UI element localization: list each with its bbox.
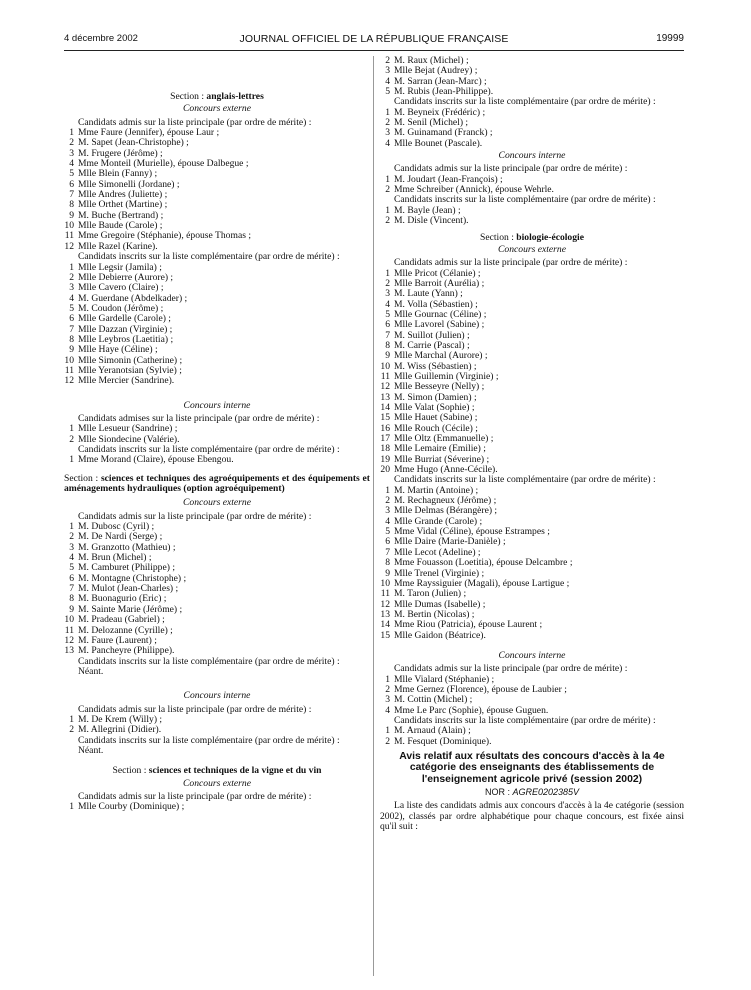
candidate-name: M. De Krem (Willy) ; xyxy=(78,713,163,725)
candidate-item xyxy=(64,376,370,386)
candidate-name: Mlle Dumas (Isabelle) ; xyxy=(394,598,486,610)
candidate-name: Mlle Rouch (Cécile) ; xyxy=(394,422,478,434)
rank-number: 17 xyxy=(380,433,390,445)
candidate-name: Mlle Courby (Dominique) ; xyxy=(78,801,185,813)
candidate-name: M. Rechagneux (Jérôme) ; xyxy=(394,495,497,507)
candidate-name: M. Bayle (Jean) ; xyxy=(394,204,461,216)
section-heading: Section : anglais-lettres xyxy=(170,91,264,102)
candidate-name: M. Dubosc (Cyril) ; xyxy=(78,521,155,533)
candidate-name: M. Sapet (Jean-Christophe) ; xyxy=(78,137,189,149)
candidate-item xyxy=(380,631,684,641)
candidate-name: M. Mulot (Jean-Charles) ; xyxy=(78,583,179,595)
rank-number: 3 xyxy=(69,147,74,159)
rank-number: 19 xyxy=(380,453,390,465)
candidate-name: Mlle Valat (Sophie) ; xyxy=(394,402,475,413)
rank-number: 2 xyxy=(385,277,390,289)
candidate-name: M. De Nardi (Serge) ; xyxy=(78,531,163,543)
rank-number: 4 xyxy=(69,552,74,564)
rank-number: 1 xyxy=(69,713,74,725)
rank-number: 4 xyxy=(385,515,390,527)
rank-number: 1 xyxy=(385,267,390,279)
candidate-name: Mlle Cavero (Claire) ; xyxy=(78,282,164,294)
candidate-name: Mlle Debierre (Aurore) ; xyxy=(78,271,174,283)
candidate-name: Mlle Dazzan (Virginie) ; xyxy=(78,323,173,335)
candidate-name: Mlle Guillemin (Virginie) ; xyxy=(394,370,499,382)
candidate-name: Mlle Oltz (Emmanuelle) ; xyxy=(394,433,494,445)
candidate-name: M. Sarran (Jean-Marc) ; xyxy=(394,75,487,87)
candidate-name: Mlle Marchal (Aurore) ; xyxy=(394,350,488,362)
candidate-name: M. Delozanne (Cyrille) ; xyxy=(78,624,173,636)
candidate-item xyxy=(64,646,370,656)
list-intro: Candidats inscrits sur la liste complémentaire (par ordre de mérite) : xyxy=(78,251,340,263)
candidate-name: M. Coudon (Jérôme) ; xyxy=(78,302,164,314)
concours-interne-heading: Concours interne xyxy=(183,399,251,411)
rank-number: 12 xyxy=(64,375,74,387)
journal-title: JOURNAL OFFICIEL DE LA RÉPUBLIQUE FRANÇAISE xyxy=(239,33,509,45)
rank-number: 12 xyxy=(64,634,74,646)
list-intro: Candidats admis sur la liste principale (par ordre de mérite) : xyxy=(394,163,628,175)
rank-number: 10 xyxy=(64,614,74,626)
candidate-name: M. Guerdane (Abdelkader) ; xyxy=(78,292,188,304)
list-intro: Candidats inscrits sur la liste complémentaire (par ordre de mérite) : xyxy=(78,444,340,455)
candidate-name: Mlle Hauet (Sabine) ; xyxy=(394,412,478,424)
rank-number: 13 xyxy=(64,645,74,657)
rank-number: 1 xyxy=(69,521,74,533)
candidate-name: Mlle Barroit (Aurélia) ; xyxy=(394,277,485,289)
rank-number: 1 xyxy=(385,484,390,496)
section-heading: Section : sciences et techniques de la vigne et du vin xyxy=(112,765,322,777)
candidate-list xyxy=(380,486,684,641)
rank-number: 1 xyxy=(385,173,390,185)
rank-number: 1 xyxy=(385,725,390,737)
rank-number: 1 xyxy=(385,106,390,118)
rank-number: 14 xyxy=(380,619,390,631)
candidate-name: M. Arnaud (Alain) ; xyxy=(394,725,471,737)
candidate-name: M. Joudart (Jean-François) ; xyxy=(394,173,503,185)
candidate-name: Mme Gregoire (Stéphanie), épouse Thomas ; xyxy=(78,230,251,242)
candidate-name: Mlle Lecot (Adeline) ; xyxy=(394,546,481,558)
candidate-name: Mlle Blein (Fanny) ; xyxy=(78,168,158,180)
rank-number: 7 xyxy=(69,189,74,201)
candidate-name: M. Beyneix (Frédéric) ; xyxy=(394,106,486,118)
rank-number: 2 xyxy=(69,271,74,283)
candidate-name: M. Taron (Julien) ; xyxy=(394,588,467,600)
rank-number: 2 xyxy=(69,724,74,736)
candidate-name: Mme Hugo (Anne-Cécile). xyxy=(394,464,498,476)
candidate-name: M. Frugere (Jérôme) ; xyxy=(78,147,163,159)
candidate-name: M. Raux (Michel) ; xyxy=(394,55,469,66)
list-intro: Candidats inscrits sur la liste complémentaire (par ordre de mérite) : xyxy=(394,474,656,486)
neant-text: Néant. xyxy=(78,665,104,677)
candidate-name: M. Volla (Sébastien) ; xyxy=(394,298,478,310)
candidate-name: M. Faure (Laurent) ; xyxy=(78,634,157,646)
candidate-name: Mlle Siondecine (Valérie). xyxy=(78,433,180,445)
rank-number: 7 xyxy=(69,323,74,335)
rank-number: 3 xyxy=(385,694,390,706)
rank-number: 2 xyxy=(385,215,390,227)
rank-number: 9 xyxy=(69,603,74,615)
candidate-name: Mme Riou (Patricia), épouse Laurent ; xyxy=(394,619,543,631)
concours-externe-heading: Concours externe xyxy=(183,497,251,509)
nor-reference: NOR : AGRE0202385V xyxy=(484,786,580,797)
candidate-name: M. Carrie (Pascal) ; xyxy=(394,339,470,351)
rank-number: 15 xyxy=(380,412,390,424)
concours-interne-heading: Concours interne xyxy=(498,649,566,661)
rank-number: 3 xyxy=(69,541,74,553)
rank-number: 8 xyxy=(69,333,74,345)
candidate-name: M. Laute (Yann) ; xyxy=(394,288,463,300)
candidate-list xyxy=(64,424,370,445)
candidate-name: M. Senil (Michel) ; xyxy=(394,117,469,129)
candidate-name: Mlle Mercier (Sandrine). xyxy=(78,375,175,387)
candidate-list xyxy=(380,56,684,97)
candidate-name: Mme Vidal (Céline), épouse Estrampes ; xyxy=(394,526,550,538)
rank-number: 6 xyxy=(385,536,390,548)
candidate-item xyxy=(380,216,684,226)
rank-number: 4 xyxy=(385,137,390,149)
rank-number: 6 xyxy=(69,313,74,325)
candidate-name: Mlle Lesueur (Sandrine) ; xyxy=(78,423,178,435)
rank-number: 16 xyxy=(380,422,390,434)
rank-number: 2 xyxy=(385,735,390,747)
rank-number: 13 xyxy=(380,391,390,403)
candidate-name: Mlle Gaidon (Béatrice). xyxy=(394,629,486,641)
concours-interne-heading: Concours interne xyxy=(183,690,251,702)
candidate-list xyxy=(380,175,684,196)
rank-number: 10 xyxy=(64,220,74,232)
candidate-name: Mme Faure (Jennifer), épouse Laur ; xyxy=(78,127,220,139)
rank-number: 18 xyxy=(380,443,390,455)
rank-number: 2 xyxy=(385,117,390,129)
rank-number: 5 xyxy=(385,86,390,98)
rank-number: 12 xyxy=(380,381,390,393)
rank-number: 3 xyxy=(69,282,74,294)
rank-number: 14 xyxy=(380,402,390,413)
candidate-name: M. Granzotto (Mathieu) ; xyxy=(78,541,176,553)
rank-number: 4 xyxy=(69,292,74,304)
candidate-name: Mme Monteil (Murielle), épouse Dalbegue ; xyxy=(78,158,249,170)
rank-number: 7 xyxy=(69,583,74,595)
candidate-name: M. Fesquet (Dominique). xyxy=(394,735,492,747)
rank-number: 10 xyxy=(64,354,74,366)
candidate-list xyxy=(380,206,684,227)
list-intro: Candidats inscrits sur la liste complémentaire (par ordre de mérite) : xyxy=(78,655,340,667)
rank-number: 13 xyxy=(380,608,390,620)
candidate-item xyxy=(380,139,684,149)
candidate-name: M. Suillot (Julien) ; xyxy=(394,329,470,341)
rank-number: 11 xyxy=(64,364,74,376)
rank-number: 12 xyxy=(380,598,390,610)
rank-number: 8 xyxy=(385,557,390,569)
rank-number: 1 xyxy=(69,261,74,273)
rank-number: 3 xyxy=(385,288,390,300)
neant-text: Néant. xyxy=(78,744,104,756)
candidate-list xyxy=(380,269,684,476)
rank-number: 2 xyxy=(69,531,74,543)
header-rule xyxy=(64,50,684,51)
rank-number: 11 xyxy=(380,588,390,600)
candidate-name: Mlle Legsir (Jamila) ; xyxy=(78,261,162,273)
rank-number: 1 xyxy=(69,454,74,466)
rank-number: 5 xyxy=(69,562,74,574)
candidate-name: Mlle Besseyre (Nelly) ; xyxy=(394,381,485,393)
candidate-item xyxy=(64,802,370,812)
candidate-name: M. Pancheyre (Philippe). xyxy=(78,645,175,657)
candidate-name: Mlle Bejat (Audrey) ; xyxy=(394,65,478,77)
candidate-name: M. Simon (Damien) ; xyxy=(394,391,477,403)
rank-number: 7 xyxy=(385,329,390,341)
concours-externe-heading: Concours externe xyxy=(183,777,251,789)
candidate-list xyxy=(64,128,370,252)
candidate-list xyxy=(380,108,684,149)
candidate-name: Mlle Leybros (Laetitia) ; xyxy=(78,333,174,345)
candidate-name: M. Buche (Bertrand) ; xyxy=(78,209,164,221)
candidate-name: Mme Morand (Claire), épouse Ebengou. xyxy=(78,454,234,466)
candidate-name: Mlle Pricot (Célanie) ; xyxy=(394,267,481,279)
rank-number: 3 xyxy=(385,505,390,517)
rank-number: 6 xyxy=(69,572,74,584)
list-intro: Candidats inscrits sur la liste complémentaire (par ordre de mérite) : xyxy=(394,714,656,726)
candidate-name: M. Pradeau (Gabriel) ; xyxy=(78,614,165,626)
candidate-name: Mlle Gournac (Céline) ; xyxy=(394,308,487,320)
rank-number: 11 xyxy=(380,370,390,382)
concours-interne-heading: Concours interne xyxy=(498,150,566,162)
candidate-item xyxy=(64,455,370,465)
left-column xyxy=(64,56,370,813)
rank-number: 9 xyxy=(385,567,390,579)
rank-number: 8 xyxy=(69,593,74,605)
section-heading: Section : sciences et techniques des agroéquipements et des équipements et aménagements hydrauliques (option agroéquipement) xyxy=(64,472,370,495)
rank-number: 5 xyxy=(385,526,390,538)
candidate-name: M. Brun (Michel) ; xyxy=(78,552,152,564)
candidate-name: M. Guinamand (Franck) ; xyxy=(394,127,493,139)
rank-number: 11 xyxy=(64,230,74,242)
rank-number: 9 xyxy=(385,350,390,362)
list-intro: Candidats admis sur la liste principale (par ordre de mérite) : xyxy=(78,510,312,522)
rank-number: 1 xyxy=(69,127,74,139)
list-intro: Candidats inscrits sur la liste complémentaire (par ordre de mérite) : xyxy=(394,194,656,206)
list-intro: Candidats admises sur la liste principale (par ordre de mérite) : xyxy=(78,412,320,424)
candidate-list xyxy=(64,715,370,736)
rank-number: 3 xyxy=(385,65,390,77)
list-intro: Candidats inscrits sur la liste complémentaire (par ordre de mérite) : xyxy=(78,734,340,746)
rank-number: 6 xyxy=(385,319,390,331)
avis-title: Avis relatif aux résultats des concours d'accès à la 4e catégorie des enseignants des établissements de l'enseignement agricole privé (session 2002) xyxy=(399,751,665,785)
candidate-name: Mlle Vialard (Stéphanie) ; xyxy=(394,673,495,685)
concours-externe-heading: Concours externe xyxy=(183,103,251,115)
concours-externe-heading: Concours externe xyxy=(498,243,566,255)
right-column xyxy=(380,56,684,832)
candidate-name: Mme Fouasson (Loetitia), épouse Delcambre ; xyxy=(394,557,573,569)
candidate-name: Mlle Andres (Juliette) ; xyxy=(78,189,168,201)
rank-number: 6 xyxy=(69,178,74,190)
list-intro: Candidats admis sur la liste principale (par ordre de mérite) : xyxy=(78,116,312,128)
candidate-name: Mlle Lemaire (Emilie) ; xyxy=(394,443,486,455)
rank-number: 8 xyxy=(69,199,74,211)
rank-number: 5 xyxy=(69,302,74,314)
candidate-name: Mme Le Parc (Sophie), épouse Guguen. xyxy=(394,704,549,716)
rank-number: 3 xyxy=(385,127,390,139)
rank-number: 8 xyxy=(385,339,390,351)
rank-number: 2 xyxy=(69,137,74,149)
candidate-name: Mme Rayssiguier (Magali), épouse Lartigue ; xyxy=(394,577,570,589)
candidate-name: Mlle Gardelle (Carole) ; xyxy=(78,313,171,325)
candidate-list xyxy=(380,726,684,747)
candidate-name: Mlle Baude (Carole) ; xyxy=(78,220,163,232)
rank-number: 7 xyxy=(385,546,390,558)
candidate-name: M. Camburet (Philippe) ; xyxy=(78,562,175,574)
rank-number: 10 xyxy=(380,577,390,589)
list-intro: Candidats admis sur la liste principale (par ordre de mérite) : xyxy=(78,790,312,802)
candidate-name: Mlle Haye (Céline) ; xyxy=(78,344,158,356)
candidate-name: M. Buonagurio (Eric) ; xyxy=(78,593,167,605)
candidate-name: Mlle Grande (Carole) ; xyxy=(394,515,483,527)
page-number: 19999 xyxy=(656,33,684,44)
rank-number: 2 xyxy=(385,683,390,695)
rank-number: 1 xyxy=(69,801,74,813)
list-intro: Candidats inscrits sur la liste complémentaire (par ordre de mérite) : xyxy=(394,96,656,108)
rank-number: 2 xyxy=(385,55,390,66)
candidate-name: Mlle Lavorel (Sabine) ; xyxy=(394,319,485,331)
candidate-name: Mlle Burriat (Séverine) ; xyxy=(394,453,490,465)
column-divider xyxy=(373,56,374,976)
rank-number: 5 xyxy=(69,168,74,180)
candidate-name: Mlle Simonin (Catherine) ; xyxy=(78,354,183,366)
avis-paragraph: La liste des candidats admis aux concours d'accès à la 4e catégorie (session 2002), classés par ordre alphabétique pour chaque concours, est fixée ainsi qu'il suit : xyxy=(380,800,684,832)
rank-number: 2 xyxy=(385,495,390,507)
candidate-name: Mlle Simonelli (Jordane) ; xyxy=(78,178,180,190)
rank-number: 4 xyxy=(69,158,74,170)
candidate-name: Mme Schreiber (Annick), épouse Wehrle. xyxy=(394,184,554,196)
candidate-list xyxy=(64,522,370,656)
rank-number: 9 xyxy=(69,344,74,356)
candidate-name: M. Bertin (Nicolas) ; xyxy=(394,608,475,620)
rank-number: 1 xyxy=(69,423,74,435)
candidate-name: Mlle Orthet (Martine) ; xyxy=(78,199,168,211)
candidate-name: M. Martin (Antoine) ; xyxy=(394,484,479,496)
candidate-name: Mme Gernez (Florence), épouse de Laubier ; xyxy=(394,683,567,695)
candidate-name: Mlle Bounet (Pascale). xyxy=(394,137,483,149)
rank-number: 1 xyxy=(385,204,390,216)
rank-number: 1 xyxy=(385,673,390,685)
rank-number: 2 xyxy=(69,433,74,445)
candidate-list xyxy=(64,802,370,812)
rank-number: 5 xyxy=(385,308,390,320)
rank-number: 20 xyxy=(380,464,390,476)
rank-number: 10 xyxy=(380,360,390,372)
candidate-name: M. Cottin (Michel) ; xyxy=(394,694,473,706)
rank-number: 4 xyxy=(385,298,390,310)
candidate-name: M. Montagne (Christophe) ; xyxy=(78,572,187,584)
list-intro: Candidats admis sur la liste principale (par ordre de mérite) : xyxy=(78,703,312,715)
candidate-name: M. Wiss (Sébastien) ; xyxy=(394,360,477,372)
candidate-name: M. Rubis (Jean-Philippe). xyxy=(394,86,494,98)
candidate-name: Mlle Trenel (Virginie) ; xyxy=(394,567,485,579)
candidate-name: M. Disle (Vincent). xyxy=(394,215,469,227)
rank-number: 11 xyxy=(64,624,74,636)
section-heading: Section : biologie-écologie xyxy=(480,231,584,243)
candidate-list xyxy=(380,675,684,716)
rank-number: 2 xyxy=(385,184,390,196)
candidate-name: M. Allegrini (Didier). xyxy=(78,724,162,736)
candidate-name: Mlle Yeranotsian (Sylvie) ; xyxy=(78,364,182,376)
candidate-list xyxy=(64,263,370,387)
page-header xyxy=(64,33,684,47)
candidate-name: Mlle Delmas (Bérangère) ; xyxy=(394,505,498,517)
rank-number: 15 xyxy=(380,629,390,641)
rank-number: 9 xyxy=(69,209,74,221)
candidate-name: M. Sainte Marie (Jérôme) ; xyxy=(78,603,183,615)
candidate-item xyxy=(380,737,684,747)
candidate-name: Mlle Razel (Karine). xyxy=(78,240,158,252)
header-date: 4 décembre 2002 xyxy=(64,33,138,44)
list-intro: Candidats admis sur la liste principale (par ordre de mérite) : xyxy=(394,663,628,675)
candidate-name: Mlle Daire (Marie-Danièle) ; xyxy=(394,536,506,548)
rank-number: 12 xyxy=(64,240,74,252)
list-intro: Candidats admis sur la liste principale (par ordre de mérite) : xyxy=(394,257,628,269)
rank-number: 4 xyxy=(385,704,390,716)
rank-number: 4 xyxy=(385,75,390,87)
candidate-list xyxy=(64,455,370,465)
